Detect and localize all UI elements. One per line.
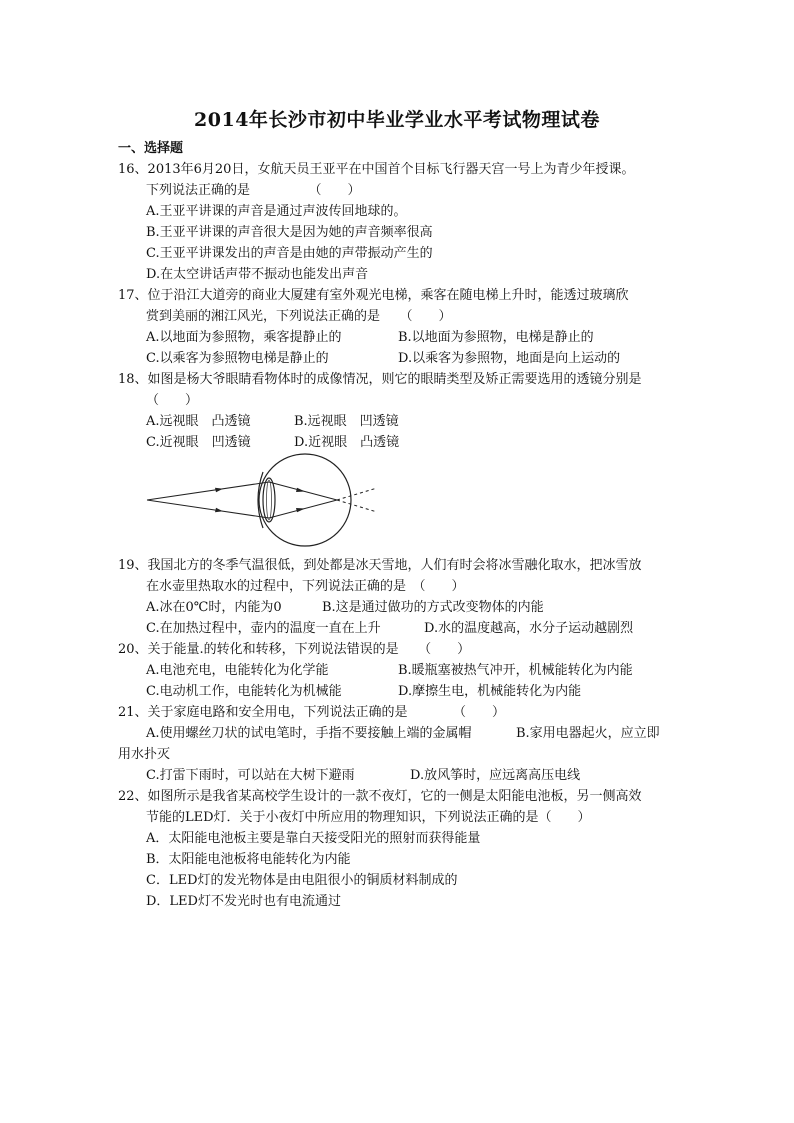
eye-diagram bbox=[145, 450, 385, 550]
q16-stem-line2: 下列说法正确的是 （ ） bbox=[146, 183, 361, 198]
q19-stem-line2: 在水壶里热取水的过程中，下列说法正确的是 （ ） bbox=[146, 579, 465, 594]
q16-option-b: B.王亚平讲课的声音很大是因为她的声音频率很高 bbox=[146, 225, 433, 240]
q19-option-b: B.这是通过做功的方式改变物体的内能 bbox=[322, 600, 544, 615]
q18-stem-line2: （ ） bbox=[146, 393, 199, 408]
q20-option-b: B.暖瓶塞被热气冲开，机械能转化为内能 bbox=[398, 663, 633, 678]
q20-stem-line1: 20、关于能量.的转化和转移，下列说法错误的是 （ ） bbox=[118, 642, 471, 657]
q17-option-c: C.以乘客为参照物电梯是静止的 bbox=[146, 351, 329, 366]
ray-bottom-in bbox=[147, 500, 269, 518]
q16-option-a: A.王亚平讲课的声音是通过声波传回地球的。 bbox=[146, 204, 407, 219]
q18-option-b: B.远视眼 凹透镜 bbox=[294, 414, 399, 429]
q18-option-d: D.近视眼 凸透镜 bbox=[294, 435, 400, 450]
q21-option-b: B.家用电器起火，应立即 bbox=[516, 726, 660, 741]
q21-option-b-cont: 用水扑灭 bbox=[118, 747, 171, 762]
eye-lens bbox=[263, 478, 275, 522]
q21-option-a: A.使用螺丝刀状的试电笔时，手指不要接触上端的金属帽 bbox=[146, 726, 472, 741]
q22-option-b: B．太阳能电池板将电能转化为内能 bbox=[146, 852, 351, 867]
q19-stem-line1: 19、我国北方的冬季气温很低，到处都是冰天雪地，人们有时会将冰雪融化取水，把冰雪放 bbox=[118, 558, 642, 573]
q17-stem-line2: 赏到美丽的湘江风光，下列说法正确的是 （ ） bbox=[146, 309, 452, 324]
q21-option-c: C.打雷下雨时，可以站在大树下避雨 bbox=[146, 768, 355, 783]
q17-stem-line1: 17、位于沿江大道旁的商业大厦建有室外观光电梯，乘客在随电梯上升时，能透过玻璃欣 bbox=[118, 288, 629, 303]
q20-option-a: A.电池充电，电能转化为化学能 bbox=[146, 663, 329, 678]
q19-option-d: D.水的温度越高，水分子运动越剧烈 bbox=[424, 621, 634, 636]
q19-option-c: C.在加热过程中，壶内的温度一直在上升 bbox=[146, 621, 381, 636]
q19-option-a: A.冰在0℃时，内能为0 bbox=[146, 600, 282, 615]
q21-option-d: D.放风筝时，应远离高压电线 bbox=[410, 768, 581, 783]
q22-option-d: D．LED灯不发光时也有电流通过 bbox=[146, 894, 341, 909]
q16-option-c: C.王亚平讲课发出的声音是由她的声带振动产生的 bbox=[146, 246, 433, 261]
ray-top-in bbox=[147, 482, 269, 500]
q20-option-d: D.摩擦生电，机械能转化为内能 bbox=[398, 684, 582, 699]
ray-dashed-top bbox=[337, 488, 377, 500]
q16-option-d: D.在太空讲话声带不振动也能发出声音 bbox=[146, 267, 369, 282]
page-title: 2014年长沙市初中毕业学业水平考试物理试卷 bbox=[194, 109, 600, 131]
section-heading: 一、选择题 bbox=[118, 141, 184, 156]
q22-option-c: C．LED灯的发光物体是由电阻很小的铜质材料制成的 bbox=[146, 873, 458, 888]
q16-stem-line1: 16、2013年6月20日，女航天员王亚平在中国首个目标飞行器天宫一号上为青少年授课。 bbox=[118, 162, 635, 177]
q22-stem-line1: 22、如图所示是我省某高校学生设计的一款不夜灯，它的一侧是太阳能电池板，另一侧高效 bbox=[118, 789, 642, 804]
q22-option-a: A．太阳能电池板主要是靠白天接受阳光的照射而获得能量 bbox=[146, 831, 481, 846]
q18-option-c: C.近视眼 凹透镜 bbox=[146, 435, 251, 450]
q17-option-b: B.以地面为参照物，电梯是静止的 bbox=[398, 330, 594, 345]
q18-stem-line1: 18、如图是杨大爷眼睛看物体时的成像情况，则它的眼睛类型及矫正需要选用的透镜分别是 bbox=[118, 372, 642, 387]
q21-stem-line1: 21、关于家庭电路和安全用电，下列说法正确的是 （ ） bbox=[118, 705, 506, 720]
q18-option-a: A.远视眼 凸透镜 bbox=[146, 414, 251, 429]
q22-stem-line2: 节能的LED灯．关于小夜灯中所应用的物理知识，下列说法正确的是（ ） bbox=[146, 810, 591, 825]
q17-option-d: D.以乘客为参照物，地面是向上运动的 bbox=[398, 351, 621, 366]
q17-option-a: A.以地面为参照物，乘客提静止的 bbox=[146, 330, 342, 345]
ray-dashed-bottom bbox=[337, 500, 377, 512]
q20-option-c: C.电动机工作，电能转化为机械能 bbox=[146, 684, 342, 699]
